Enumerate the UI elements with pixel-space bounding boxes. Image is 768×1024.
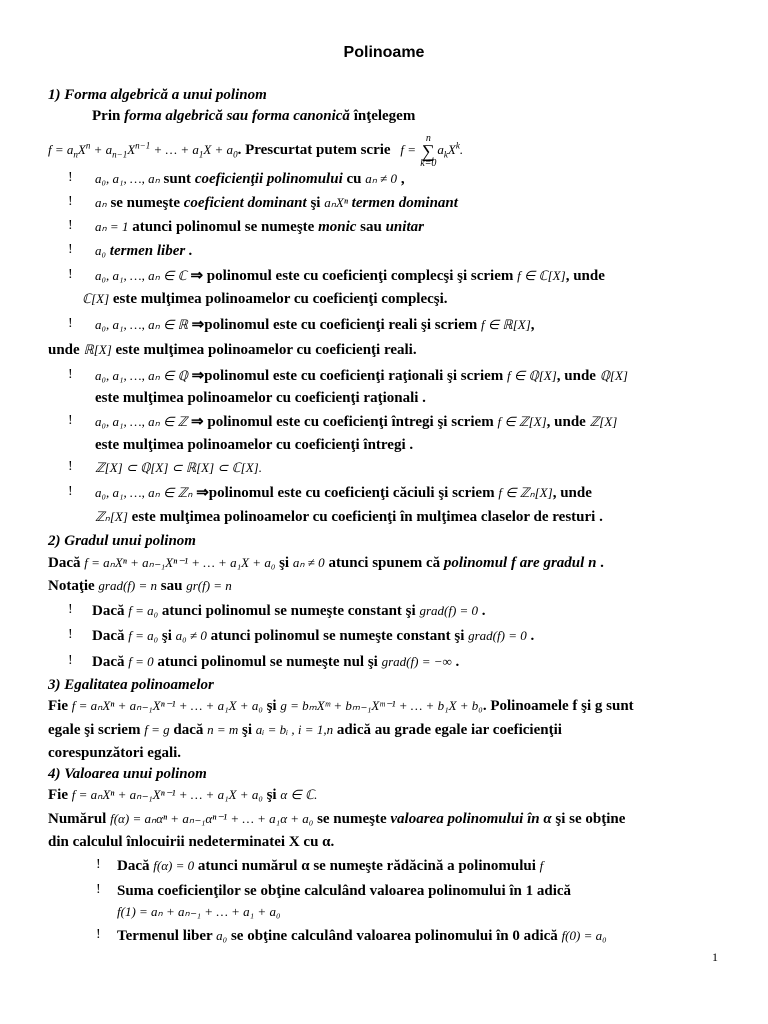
section-1-heading: 1) Forma algebrică a unui polinom xyxy=(48,87,267,103)
s1-bullet-9: ℤ[X] ⊂ ℚ[X] ⊂ ℝ[X] ⊂ ℂ[X]. xyxy=(95,460,262,475)
bullet-marker: ! xyxy=(68,194,73,209)
s1-bullet-6: a₀, a₁, …, aₙ ∈ ℝ ⇒polinomul este cu coeficienţi reali şi scriem f ∈ ℝ[X], xyxy=(95,317,535,333)
s2-line-2: Notaţie grad(f) = n sau gr(f) = n xyxy=(48,578,232,594)
s1-bullet-8: a₀, a₁, …, aₙ ∈ ℤ ⇒ polinomul este cu coeficienţi întregi şi scriem f ∈ ℤ[X], unde ℤ[X] xyxy=(95,414,618,430)
bullet-marker: ! xyxy=(68,242,73,257)
section-4-heading: 4) Valoarea unui polinom xyxy=(48,766,207,782)
bullet-marker: ! xyxy=(68,653,73,668)
s1-bullet-7-cont: este mulţimea polinoamelor cu coeficienţi raţionali . xyxy=(95,390,426,406)
s1-bullet-6-cont: unde ℝ[X] este mulţimea polinoamelor cu coeficienţi reali. xyxy=(48,342,417,358)
bullet-marker: ! xyxy=(68,367,73,382)
bullet-marker: ! xyxy=(68,602,73,617)
s2-bullet-2: Dacă f = a₀ şi a₀ ≠ 0 atunci polinomul se numeşte constant şi grad(f) = 0 . xyxy=(92,628,535,644)
s1-bullet-2: aₙ se numeşte coeficient dominant şi aₙXⁿ termen dominant xyxy=(95,195,458,211)
s1-bullet-10: a₀, a₁, …, aₙ ∈ ℤₙ ⇒polinomul este cu coeficienţi căciuli şi scriem f ∈ ℤₙ[X], unde xyxy=(95,485,592,501)
bullet-marker: ! xyxy=(68,218,73,233)
s1-bullet-10-cont: ℤₙ[X] este mulţimea polinoamelor cu coeficienţi în mulţimea claselor de resturi . xyxy=(95,509,603,525)
s4-line-3: din calculul înlocuirii nedeterminatei X cu α. xyxy=(48,834,335,850)
bullet-marker: ! xyxy=(96,882,101,897)
bullet-marker: ! xyxy=(68,316,73,331)
section-1-formula: $f = a_nX^n + a_{n-1}X^{n-1}$ + … + $a_1X + a_0$. Prescurtat putem scrie f = n ∑ k=0 $a_kX^k$. xyxy=(48,133,464,169)
s1-bullet-5: a₀, a₁, …, aₙ ∈ ℂ ⇒ polinomul este cu coeficienţi complecşi şi scriem f ∈ ℂ[X], unde xyxy=(95,268,605,284)
s4-line-1: Fie f = aₙXⁿ + aₙ₋₁Xⁿ⁻¹ + … + a₁X + a₀ şi α ∈ ℂ. xyxy=(48,787,318,803)
s1-bullet-5-cont: ℂ[X] este mulţimea polinoamelor cu coeficienţi complecşi. xyxy=(82,291,448,307)
s1-bullet-4: a₀ termen liber . xyxy=(95,243,193,259)
s1-bullet-3: aₙ = 1 atunci polinomul se numeşte monic sau unitar xyxy=(95,219,424,235)
s2-bullet-3: Dacă f = 0 atunci polinomul se numeşte nul şi grad(f) = −∞ . xyxy=(92,654,460,670)
section-1-intro: Prin forma algebrică sau forma canonică înţelegem xyxy=(92,108,416,124)
bullet-marker: ! xyxy=(96,927,101,942)
bullet-marker: ! xyxy=(68,627,73,642)
section-2-heading: 2) Gradul unui polinom xyxy=(48,533,196,549)
bullet-marker: ! xyxy=(68,170,73,185)
s4-line-2: Numărul f(α) = aₙαⁿ + aₙ₋₁αⁿ⁻¹ + … + a₁α + a₀ se numeşte valoarea polinomului în α şi se obţine xyxy=(48,811,626,827)
bullet-marker: ! xyxy=(96,857,101,872)
s3-line-3: corespunzători egali. xyxy=(48,745,182,761)
bullet-marker: ! xyxy=(68,413,73,428)
s4-bullet-2-cont: f(1) = aₙ + aₙ₋₁ + … + a₁ + a₀ xyxy=(117,904,281,919)
bullet-marker: ! xyxy=(68,459,73,474)
s4-bullet-1: Dacă f(α) = 0 atunci numărul α se numeşte rădăcină a polinomului f xyxy=(117,858,544,874)
s1-bullet-1: a₀, a₁, …, aₙ sunt coeficienţii polinomului cu aₙ ≠ 0 , xyxy=(95,171,405,187)
page-title: Polinoame xyxy=(343,44,425,61)
section-3-heading: 3) Egalitatea polinoamelor xyxy=(48,677,214,693)
s3-line-2: egale şi scriem f = g dacă n = m şi aᵢ = bᵢ , i = 1,n adică au grade egale iar coeficienţii xyxy=(48,722,562,738)
s1-bullet-8-cont: este mulţimea polinoamelor cu coeficienţi întregi . xyxy=(95,437,414,453)
polynomial-formula: $f = a_nX^n + a_{n-1}X^{n-1}$ + … + $a_1X + a_0$ xyxy=(48,140,238,160)
s1-bullet-7: a₀, a₁, …, aₙ ∈ ℚ ⇒polinomul este cu coeficienţi raţionali şi scriem f ∈ ℚ[X], unde ℚ[X] xyxy=(95,368,628,384)
s3-line-1: Fie f = aₙXⁿ + aₙ₋₁Xⁿ⁻¹ + … + a₁X + a₀ şi g = bₘXᵐ + bₘ₋₁Xᵐ⁻¹ + … + b₁X + b₀. Polinoamele f şi g sunt xyxy=(48,698,634,714)
s2-bullet-1: Dacă f = a₀ atunci polinomul se numeşte constant şi grad(f) = 0 . xyxy=(92,603,486,619)
s4-bullet-3: Termenul liber a₀ se obţine calculând valoarea polinomului în 0 adică f(0) = a₀ xyxy=(117,928,607,944)
bullet-marker: ! xyxy=(68,267,73,282)
page-number: 1 xyxy=(712,950,718,964)
sum-formula: f = n ∑ k=0 $a_kX^k$. xyxy=(400,133,464,169)
s4-bullet-2: Suma coeficienţilor se obţine calculând valoarea polinomului în 1 adică xyxy=(117,883,572,899)
s2-line-1: Dacă f = aₙXⁿ + aₙ₋₁Xⁿ⁻¹ + … + a₁X + a₀ şi aₙ ≠ 0 atunci spunem că polinomul f are gradul n . xyxy=(48,555,604,571)
bullet-marker: ! xyxy=(68,484,73,499)
